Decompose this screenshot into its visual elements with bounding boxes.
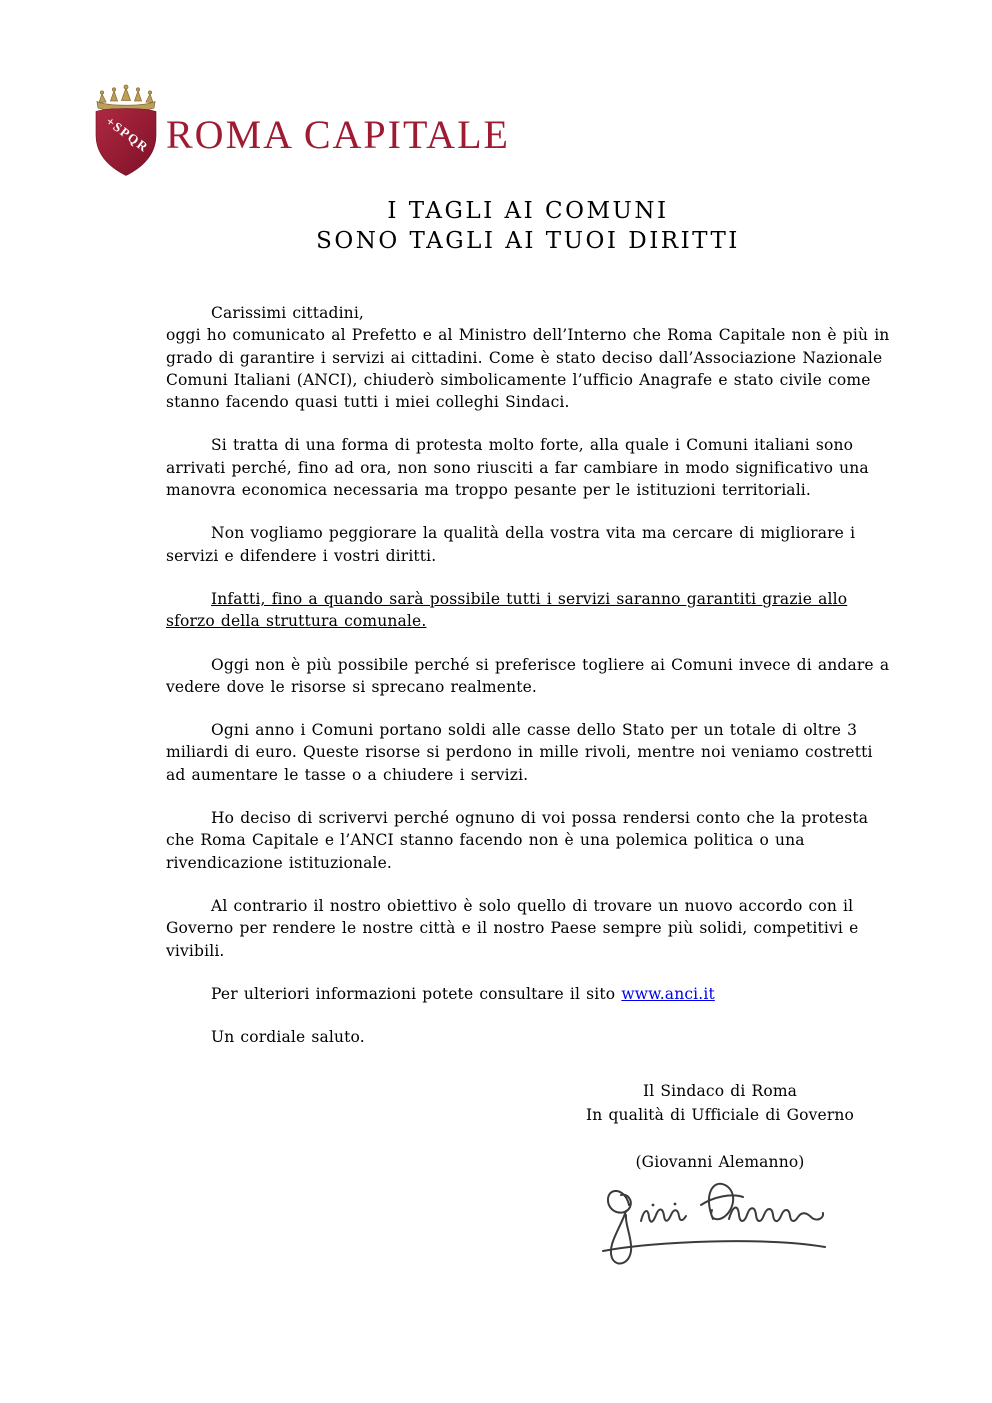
title-line2: SONO TAGLI AI TUOI DIRITTI <box>316 228 740 254</box>
paragraph-1: oggi ho comunicato al Prefetto e al Ministro dell’Interno che Roma Capitale non è più in grado di garantire i servizi ai cittadini. Come è stato deciso dall’Associazione Nazionale Comuni Italiani (ANCI), chiuderò simbolicamente l’ufficio Anagrafe e stato civile come stanno facendo quasi tutti i miei colleghi Sindaci. <box>166 326 890 412</box>
paragraph-2: Si tratta di una forma di protesta molto forte, alla quale i Comuni italiani sono arrivati perché, fino ad ora, non sono riusciti a far cambiare in modo significativo una manovra economica necessaria ma troppo pesante per le istituzioni territoriali. <box>166 436 869 500</box>
paragraph-8: Al contrario il nostro obiettivo è solo quello di trovare un nuovo accordo con il Governo per rendere le nostre città e il nostro Paese sempre più solidi, competitivi e vivibili. <box>166 896 859 960</box>
paragraph-underlined: Infatti, fino a quando sarà possibile tutti i servizi saranno garantiti grazie allo sforzo della struttura comunale. <box>166 589 848 631</box>
paragraph-opening <box>166 302 890 413</box>
spqr-shield-icon <box>92 84 160 179</box>
letter-title <box>166 196 890 256</box>
signature-image <box>595 1175 845 1273</box>
crown-icon <box>97 85 155 112</box>
logo-wordmark: ROMA CAPITALE <box>166 111 510 157</box>
letter-body <box>166 302 890 1273</box>
paragraph-6: Ogni anno i Comuni portano soldi alle casse dello Stato per un totale di oltre 3 miliardi di euro. Queste risorse si perdono in mille rivoli, mentre noi veniamo costretti ad aumentare le tasse o a chiudere i servizi. <box>166 721 873 784</box>
salutation: Carissimi cittadini, <box>211 304 364 322</box>
anci-link[interactable]: www.anci.it <box>621 984 715 1003</box>
paragraph-farewell: Un cordiale saluto. <box>211 1028 365 1047</box>
shield-spqr-text: +SPQR <box>103 113 152 156</box>
paragraph-3: Non vogliamo peggiorare la qualità della vostra vita ma cercare di migliorare i servizi e difendere i vostri diritti. <box>166 524 856 565</box>
roma-capitale-logo <box>92 84 510 179</box>
title-line1: I TAGLI AI COMUNI <box>387 198 669 224</box>
paragraph-info-text: Per ulteriori informazioni potete consultare il sito <box>211 984 622 1003</box>
closing-block <box>530 1079 910 1273</box>
paragraph-7: Ho deciso di scrivervi perché ognuno di voi possa rendersi conto che la protesta che Roma Capitale e l’ANCI stanno facendo non è una polemica politica o una rivendicazione istituzionale. <box>166 809 869 872</box>
closing-role-line2: In qualità di Ufficiale di Governo <box>586 1106 854 1125</box>
closing-role-line1: Il Sindaco di Roma <box>642 1082 798 1101</box>
paragraph-5: Oggi non è più possibile perché si preferisce togliere ai Comuni invece di andare a vedere dove le risorse si sprecano realmente. <box>166 655 890 696</box>
closing-name: (Giovanni Alemanno) <box>635 1153 805 1172</box>
paragraph-info <box>166 983 890 1005</box>
